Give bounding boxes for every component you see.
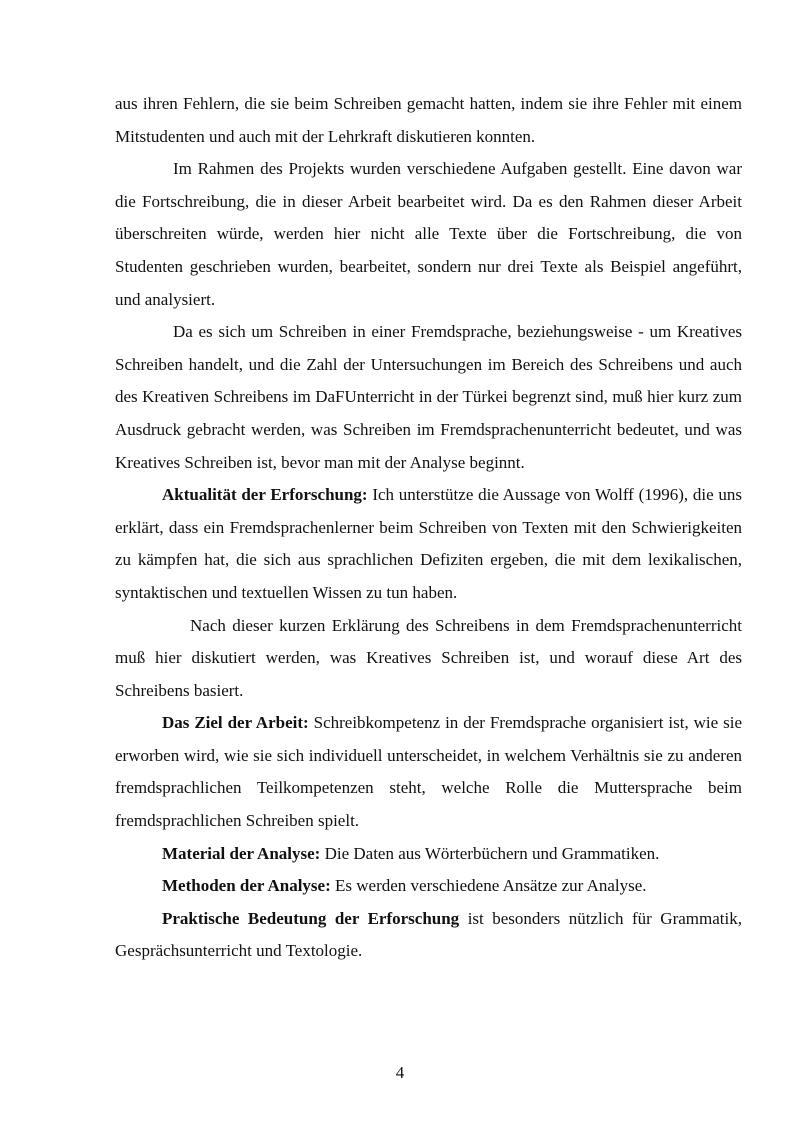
paragraph-heading: Aktualität der Erforschung: (162, 485, 368, 505)
paragraph-text: aus ihren Fehlern, die sie beim Schreiben gemacht hatten, indem sie ihre Fehler mit einem Mitstudenten und auch mit der Lehrkraft diskutieren konnten. (115, 94, 742, 146)
paragraph-text: Im Rahmen des Projekts wurden verschiedene Aufgaben gestellt. Eine davon war die Fortschreibung, die in dieser Arbeit bearbeitet wird. Da es den Rahmen dieser Arbeit überschreiten würde, werden hier nicht alle Texte über die Fortschreibung, die von Studenten geschrieben wurden, bearbeitet, sondern nur drei Texte als Beispiel angeführt, und analysiert. (115, 159, 742, 309)
paragraph-text: Die Daten aus Wörterbüchern und Grammatiken. (324, 843, 660, 863)
paragraph-fremdsprache-schreiben (115, 316, 742, 479)
paragraph-methoden (115, 870, 742, 903)
paragraph-praktische-bedeutung (115, 903, 742, 968)
paragraph-kreatives-schreiben (115, 610, 742, 708)
paragraph-text: Es werden verschiedene Ansätze zur Analyse. (335, 876, 647, 896)
paragraph-material (115, 838, 742, 871)
paragraph-ziel (115, 707, 742, 837)
paragraph-text: Da es sich um Schreiben in einer Fremdsprache, beziehungsweise - um Kreatives Schreiben handelt, und die Zahl der Untersuchungen im Bereich des Schreibens und auch des Kreativen Schreibens im DaFUnterricht in der Türkei begrenzt sind, muß hier kurz zum Ausdruck gebracht werden, was Schreiben im Fremdsprachenunterricht bedeutet, und was Kreatives Schreiben ist, bevor man mit der Analyse beginnt. (115, 322, 742, 472)
paragraph-continuation (115, 88, 742, 153)
paragraph-text: Schreibkompetenz in der Fremdsprache organisiert ist, wie sie erworben wird, wie sie sich individuell unterscheidet, in welchem Verhältnis sie zu anderen fremdsprachlichen Teilkompetenzen steht, welche Rolle die Muttersprache beim fremdsprachlichen Schreiben spielt. (115, 713, 742, 831)
paragraph-text: Nach dieser kurzen Erklärung des Schreibens in dem Fremdsprachenunterricht muß hier diskutiert werden, was Kreatives Schreiben ist, und worauf diese Art des Schreibens basiert. (115, 615, 742, 700)
paragraph-heading: Praktische Bedeutung der Erforschung (162, 908, 460, 928)
paragraph-text: ist besonders nützlich für Grammatik, Gesprächsunterricht und Textologie. (115, 908, 742, 961)
page-number: 4 (395, 1063, 405, 1082)
paragraph-heading: Material der Analyse: (162, 843, 321, 863)
paragraph-heading: Methoden der Analyse: (162, 876, 331, 896)
paragraph-projekt-aufgaben (115, 153, 742, 316)
paragraph-text: Ich unterstütze die Aussage von Wolff (1996), die uns erklärt, dass ein Fremdsprachenlerner beim Schreiben von Texten mit den Schwierigkeiten zu kämpfen hat, die sich aus sprachlichen Defiziten ergeben, die mit dem lexikalischen, syntaktischen und textuellen Wissen zu tun haben. (115, 485, 742, 602)
paragraph-heading: Das Ziel der Arbeit: (162, 713, 309, 733)
paragraph-aktualitaet (115, 479, 742, 609)
page-body (115, 88, 742, 968)
